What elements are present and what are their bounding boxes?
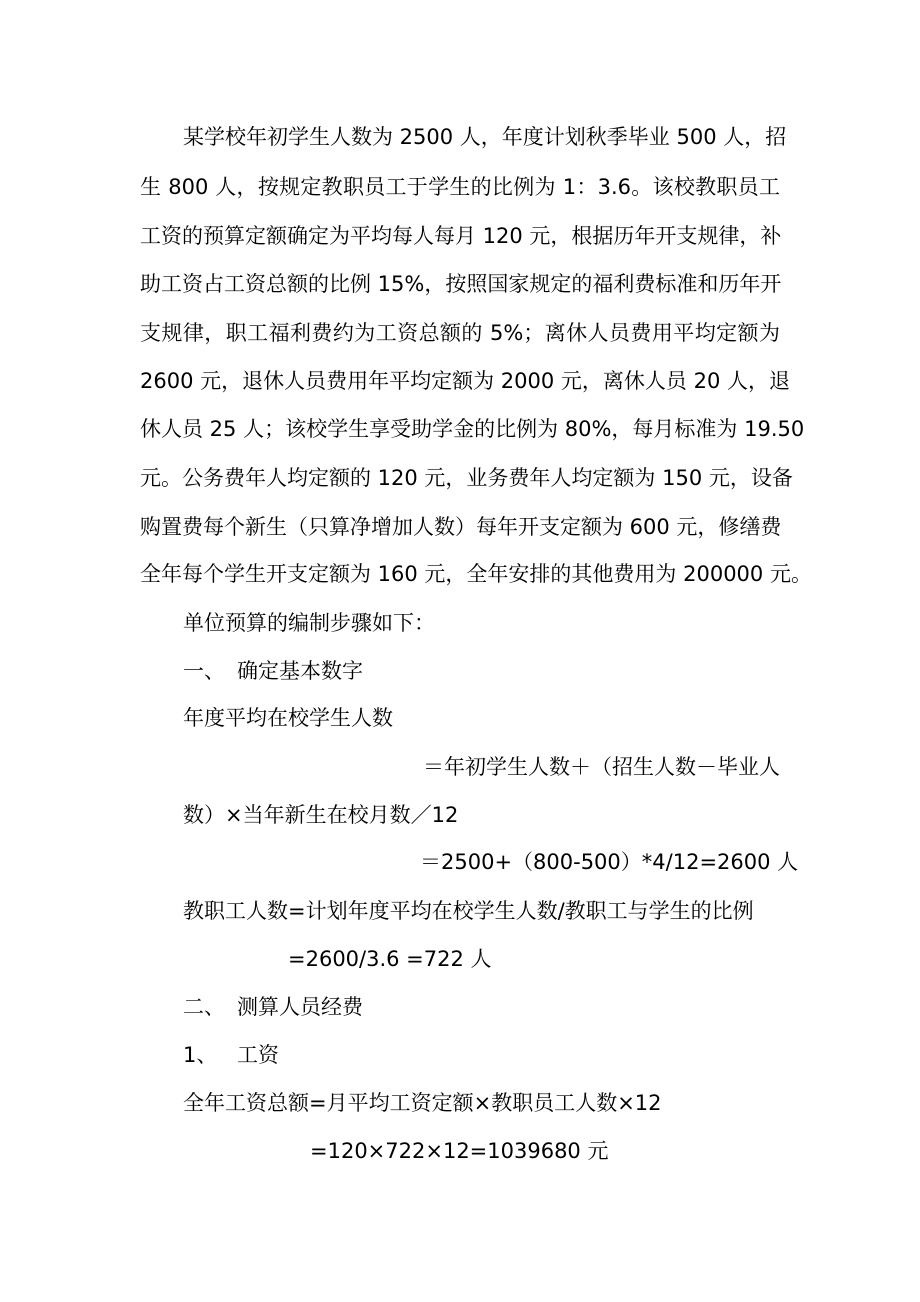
- staff-calc: =2600/3.6 =722 人: [288, 947, 492, 971]
- section-title: 确定基本数字: [237, 659, 363, 683]
- avg-students-formula: ＝年初学生人数＋（招生人数－毕业人: [423, 755, 780, 779]
- paragraph-line: 助工资占工资总额的比例 15%，按照国家规定的福利费标准和历年开: [140, 272, 782, 296]
- paragraph-line: 元。公务费年人均定额的 120 元，业务费年人均定额为 150 元，设备: [140, 466, 793, 490]
- subsection-number: 1、: [183, 1043, 218, 1067]
- subsection-heading-1: [183, 1040, 279, 1070]
- paragraph-line: 休人员 25 人；该校学生享受助学金的比例为 80%，每月标准为 19.50: [140, 417, 805, 441]
- salary-formula: 全年工资总额=月平均工资定额×教职员工人数×12: [183, 1091, 662, 1115]
- salary-calc: =120×722×12=1039680 元: [310, 1139, 609, 1163]
- paragraph-line: 购置费每个新生（只算净增加人数）每年开支定额为 600 元，修缮费: [140, 515, 782, 539]
- staff-formula: 教职工人数=计划年度平均在校学生人数/教职工与学生的比例: [183, 899, 754, 923]
- paragraph-line: 全年每个学生开支定额为 160 元，全年安排的其他费用为 200000 元。: [140, 562, 812, 586]
- avg-students-formula-cont: 数）×当年新生在校月数／12: [183, 803, 459, 827]
- avg-students-label: 年度平均在校学生人数: [183, 706, 393, 730]
- paragraph-line: 生 800 人，按规定教职员工于学生的比例为 1：3.6。该校教职员工: [140, 175, 780, 199]
- avg-students-calc: ＝2500+（800-500）*4/12=2600 人: [420, 850, 799, 874]
- section-number: 一、: [183, 659, 225, 683]
- paragraph-line: 某学校年初学生人数为 2500 人，年度计划秋季毕业 500 人，招: [183, 125, 787, 149]
- paragraph-line: 工资的预算定额确定为平均每人每月 120 元，根据历年开支规律，补: [140, 224, 782, 248]
- section-number: 二、: [183, 995, 225, 1019]
- paragraph-line: 支规律，职工福利费约为工资总额的 5%；离休人员费用平均定额为: [140, 321, 780, 345]
- steps-intro: 单位预算的编制步骤如下：: [183, 611, 435, 635]
- section-heading-1: [183, 656, 363, 686]
- subsection-title: 工资: [237, 1043, 279, 1067]
- paragraph-line: 2600 元，退休人员费用年平均定额为 2000 元，离休人员 20 人，退: [140, 369, 790, 393]
- section-title: 测算人员经费: [237, 995, 363, 1019]
- section-heading-2: [183, 992, 363, 1022]
